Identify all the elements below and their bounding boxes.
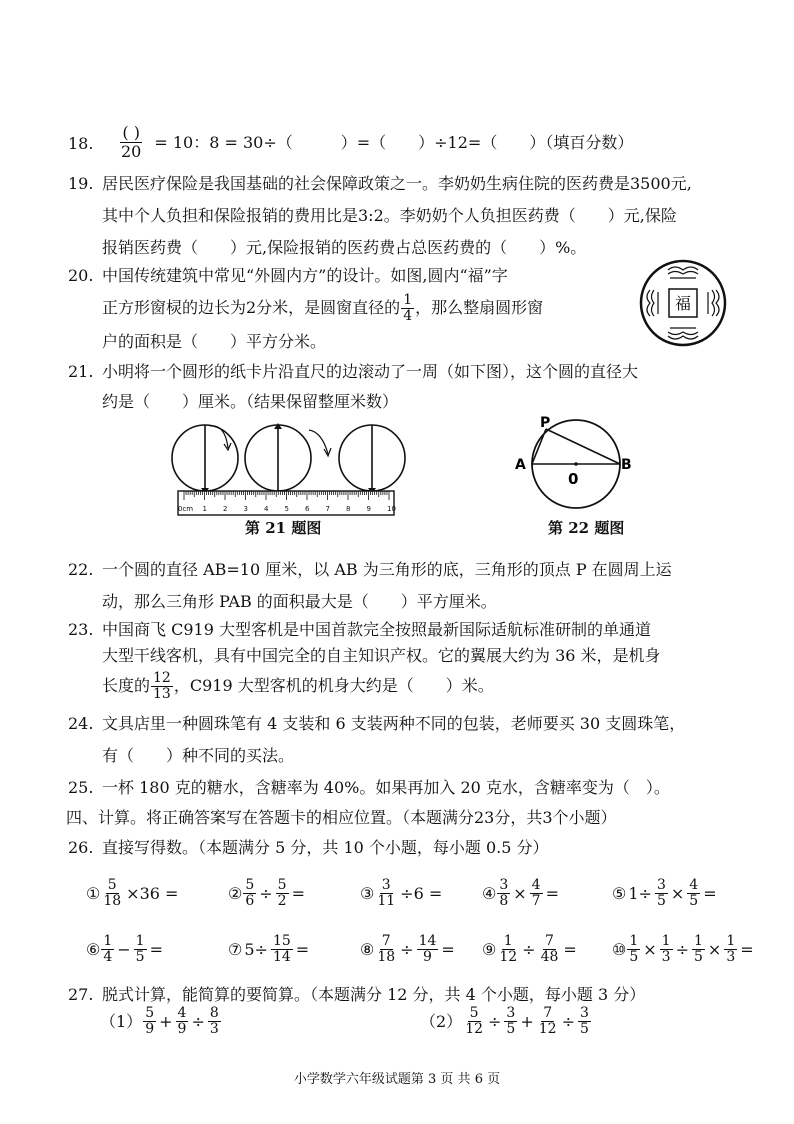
numerator: 1 — [726, 933, 736, 949]
operator: + — [159, 1011, 173, 1031]
fraction — [504, 1006, 517, 1037]
round-window-figure — [638, 258, 728, 348]
denominator: 6 — [245, 893, 255, 909]
numerator: 5 — [145, 1005, 155, 1021]
numerator: 4 — [689, 877, 699, 893]
operator: ÷ — [400, 939, 414, 959]
q21-line1: 小明将一个圆形的纸卡片沿直尺的边滚动了一周（如下图），这个圆的直径大 — [102, 362, 639, 381]
denominator: 5 — [689, 893, 699, 909]
q26-title: 直接写得数。（本题满分 5 分，共 10 个小题，每小题 0.5 分） — [102, 838, 549, 857]
operator: × — [643, 939, 657, 959]
fraction — [375, 878, 397, 909]
operator: × — [707, 939, 722, 959]
numerator: 1 — [629, 933, 639, 949]
fraction — [417, 934, 439, 965]
item-mark: （2） — [420, 1011, 463, 1031]
operator: ÷ — [488, 1011, 502, 1031]
operator: 1÷ — [628, 883, 652, 903]
numerator: 3 — [499, 877, 509, 893]
denominator: 7 — [531, 893, 541, 909]
q19-line1: 居民医疗保险是我国基础的社会保障政策之一。李奶奶生病住院的医药费是3500元, — [102, 174, 692, 193]
numerator: 1 — [694, 933, 703, 949]
label-a: A — [515, 457, 526, 473]
numerator: 5 — [107, 877, 117, 893]
denominator: 11 — [377, 893, 396, 909]
fraction — [530, 878, 543, 909]
q26-item — [612, 934, 756, 965]
q20-line3: 户的面积是（ ）平方分米。 — [102, 332, 327, 351]
ruler-label: 5 — [284, 505, 289, 513]
q20-fraction: $\frac{1}{4}$ — [403, 291, 413, 324]
denominator: 5 — [629, 949, 639, 965]
q21-number: 21. — [68, 362, 94, 381]
fraction — [134, 934, 147, 965]
numerator: 3 — [506, 1005, 516, 1021]
q23-number: 23. — [68, 620, 94, 639]
q27-item — [100, 1006, 222, 1037]
numerator: 1 — [103, 933, 113, 949]
denominator: 3 — [726, 949, 736, 965]
q24-number: 24. — [68, 714, 94, 733]
numerator: 7 — [381, 933, 391, 949]
q26-item — [360, 878, 444, 909]
q23-line2: 大型干线客机，具有中国完全的自主知识产权。它的翼展大约为 36 米，是机身 — [102, 646, 661, 665]
operator: 5÷ — [244, 939, 268, 959]
q27-item — [420, 1006, 592, 1037]
page-footer: 小学数学六年级试题第 3 页 共 6 页 — [293, 1072, 501, 1087]
label-o: 0 — [568, 470, 579, 488]
item-mark: ⑤ — [612, 883, 627, 903]
ruler-label: 8 — [346, 505, 351, 513]
label-b: B — [621, 457, 632, 473]
fraction — [724, 934, 737, 965]
ruler-label: 1 — [202, 505, 207, 513]
q19-line2: 其中个人负担和保险报销的费用比是3:2。李奶奶个人负担医药费（ ）元,保险 — [102, 206, 677, 225]
ruler-label: 7 — [325, 505, 330, 513]
fraction — [101, 878, 123, 909]
numerator: 4 — [531, 877, 541, 893]
operator: ÷ — [675, 939, 689, 959]
item-mark: ⑧ — [360, 939, 375, 959]
fraction — [497, 934, 519, 965]
q23-line1: 中国商飞 C919 大型客机是中国首款完全按照最新国际适航标准研制的单通道 — [102, 620, 651, 639]
denominator: 18 — [103, 893, 122, 909]
denominator: 5 — [694, 949, 703, 965]
numerator: 15 — [272, 933, 291, 949]
operator: ÷6 = — [400, 883, 443, 903]
operator: = — [740, 939, 754, 959]
q27-number: 27. — [68, 985, 94, 1004]
denominator: 12 — [538, 1021, 557, 1037]
fraction — [692, 934, 705, 965]
q22-line2: 动，那么三角形 PAB 的面积最大是（ ）平方厘米。 — [102, 592, 497, 611]
fu-character: 福 — [674, 294, 692, 313]
numerator: 1 — [135, 933, 145, 949]
operator: = — [149, 939, 163, 959]
operator: = — [703, 883, 717, 903]
fraction — [655, 878, 668, 909]
denominator: 3 — [661, 949, 671, 965]
q22-caption: 第 22 题图 — [548, 519, 625, 537]
operator: × — [513, 883, 527, 903]
denominator: 18 — [377, 949, 396, 965]
operator: = — [291, 883, 305, 903]
denominator: 5 — [506, 1021, 516, 1037]
q18-line — [118, 124, 633, 161]
fraction — [101, 934, 114, 965]
operator: ÷ — [561, 1011, 575, 1031]
q18-rest: = 10：8 = 30÷（ ）=（ ）÷12=（ ）（填百分数） — [154, 132, 634, 152]
fraction — [271, 934, 293, 965]
q27-title: 脱式计算，能简算的要简算。（本题满分 12 分，共 4 个小题，每小题 3 分） — [102, 985, 646, 1004]
fraction — [208, 1006, 221, 1037]
section-4-heading: 四、计算。将正确答案写在答题卡的相应位置。（本题满分23分，共3个小题） — [66, 808, 617, 827]
q26-item — [612, 878, 719, 909]
q26-item — [482, 878, 561, 909]
denominator: 4 — [103, 949, 113, 965]
operator: ×36 = — [126, 883, 179, 903]
circle-triangle-figure — [510, 412, 640, 518]
item-mark: ④ — [482, 883, 497, 903]
denominator: 48 — [540, 949, 559, 965]
fraction — [578, 1006, 591, 1037]
q23-line3: 长度的 $\frac{12}{13}$ ，C919 大型客机的机身大约是（ ）米。 — [102, 669, 494, 702]
ruler-label: 10 — [387, 505, 396, 513]
denominator: 5 — [135, 949, 145, 965]
fraction — [276, 878, 289, 909]
fraction — [143, 1006, 156, 1037]
item-mark: （1） — [100, 1011, 143, 1031]
fraction — [176, 1006, 189, 1037]
numerator: 7 — [545, 933, 554, 949]
item-mark: ③ — [360, 883, 375, 903]
ruler-label: 2 — [223, 505, 228, 513]
operator: ÷ — [259, 883, 273, 903]
numerator: 5 — [245, 877, 255, 893]
q20-number: 20. — [68, 266, 94, 285]
denominator: 12 — [465, 1021, 484, 1037]
q26-item — [360, 934, 457, 965]
operator: = — [295, 939, 310, 959]
numerator: 3 — [656, 877, 666, 893]
q26-item — [86, 878, 180, 909]
operator: = — [563, 939, 577, 959]
denominator: 2 — [277, 893, 287, 909]
ruler-label: 3 — [243, 505, 248, 513]
denominator: 14 — [272, 949, 291, 965]
numerator: 5 — [277, 877, 287, 893]
q21-line2: 约是（ ）厘米。（结果保留整厘米数） — [102, 392, 399, 411]
q24-line2: 有（ ）种不同的买法。 — [102, 746, 295, 765]
q26-item — [228, 878, 307, 909]
fraction — [537, 1006, 559, 1037]
q21-caption: 第 21 题图 — [245, 519, 322, 537]
item-mark: ① — [86, 883, 101, 903]
fraction — [243, 878, 256, 909]
ruler-label: 6 — [305, 505, 310, 513]
fraction — [539, 934, 561, 965]
fraction — [627, 934, 640, 965]
denominator: 5 — [656, 893, 666, 909]
fraction — [497, 878, 510, 909]
denominator: 9 — [145, 1021, 155, 1037]
numerator: 3 — [381, 877, 391, 893]
ruler-label: 9 — [366, 505, 371, 513]
q26-item — [228, 934, 311, 965]
numerator: 5 — [469, 1005, 479, 1021]
label-p: P — [540, 415, 551, 431]
numerator: 3 — [579, 1005, 589, 1021]
operator: − — [117, 939, 131, 959]
denominator: 9 — [177, 1021, 187, 1037]
q23-fraction: $\frac{12}{13}$ — [153, 669, 171, 702]
item-mark: ⑩ — [612, 939, 627, 959]
item-mark: ⑨ — [482, 939, 497, 959]
q25-number: 25. — [68, 778, 94, 797]
denominator: 5 — [579, 1021, 589, 1037]
q19-line3: 报销医药费（ ）元,保险报销的医药费占总医药费的（ ）%。 — [102, 238, 587, 257]
operator: = — [545, 883, 559, 903]
q18-fraction: $\frac{( )}{20}$ — [121, 123, 142, 161]
fraction — [463, 1006, 485, 1037]
q19-number: 19. — [68, 174, 94, 193]
q24-line1: 文具店里一种圆珠笔有 4 支装和 6 支装两种不同的包装，老师要买 30 支圆珠笔， — [102, 714, 686, 733]
operator: ÷ — [522, 939, 536, 959]
q22-number: 22. — [68, 560, 94, 579]
operator: ÷ — [191, 1011, 205, 1031]
denominator: 8 — [499, 893, 509, 909]
q20-line1: 中国传统建筑中常见“外圆内方”的设计。如图,圆内“福”字 — [102, 266, 508, 285]
q20-line2: 正方形窗棂的边长为2分米，是圆窗直径的 $\frac{1}{4}$ ，那么整扇圆形窗 — [102, 291, 544, 324]
numerator: 1 — [661, 933, 671, 949]
fraction — [660, 934, 673, 965]
operator: + — [520, 1011, 534, 1031]
q18-number: 18. — [68, 134, 94, 153]
item-mark: ⑥ — [86, 939, 101, 959]
ruler-label: 4 — [264, 505, 269, 513]
ruler-label: 0cm — [178, 505, 194, 513]
numerator: 8 — [209, 1005, 219, 1021]
q22-line1: 一个圆的直径 AB=10 厘米，以 AB 为三角形的底，三角形的顶点 P 在圆周上运 — [102, 560, 672, 579]
numerator: 4 — [177, 1005, 187, 1021]
fraction — [375, 934, 397, 965]
denominator: 12 — [499, 949, 518, 965]
rolling-circle-figure — [170, 418, 406, 518]
item-mark: ⑦ — [228, 939, 243, 959]
q25-line1: 一杯 180 克的糖水，含糖率为 40%。如果再加入 20 克水，含糖率变为（ ）。 — [102, 778, 670, 797]
numerator: 1 — [503, 933, 513, 949]
operator: × — [670, 883, 685, 903]
item-mark: ② — [228, 883, 243, 903]
numerator: 7 — [543, 1005, 553, 1021]
operator: = — [441, 939, 455, 959]
q26-item — [482, 934, 579, 965]
numerator: 14 — [418, 933, 437, 949]
q26-number: 26. — [68, 838, 94, 857]
q26-item — [86, 934, 165, 965]
denominator: 9 — [423, 949, 432, 965]
fraction — [687, 878, 700, 909]
denominator: 3 — [209, 1021, 219, 1037]
